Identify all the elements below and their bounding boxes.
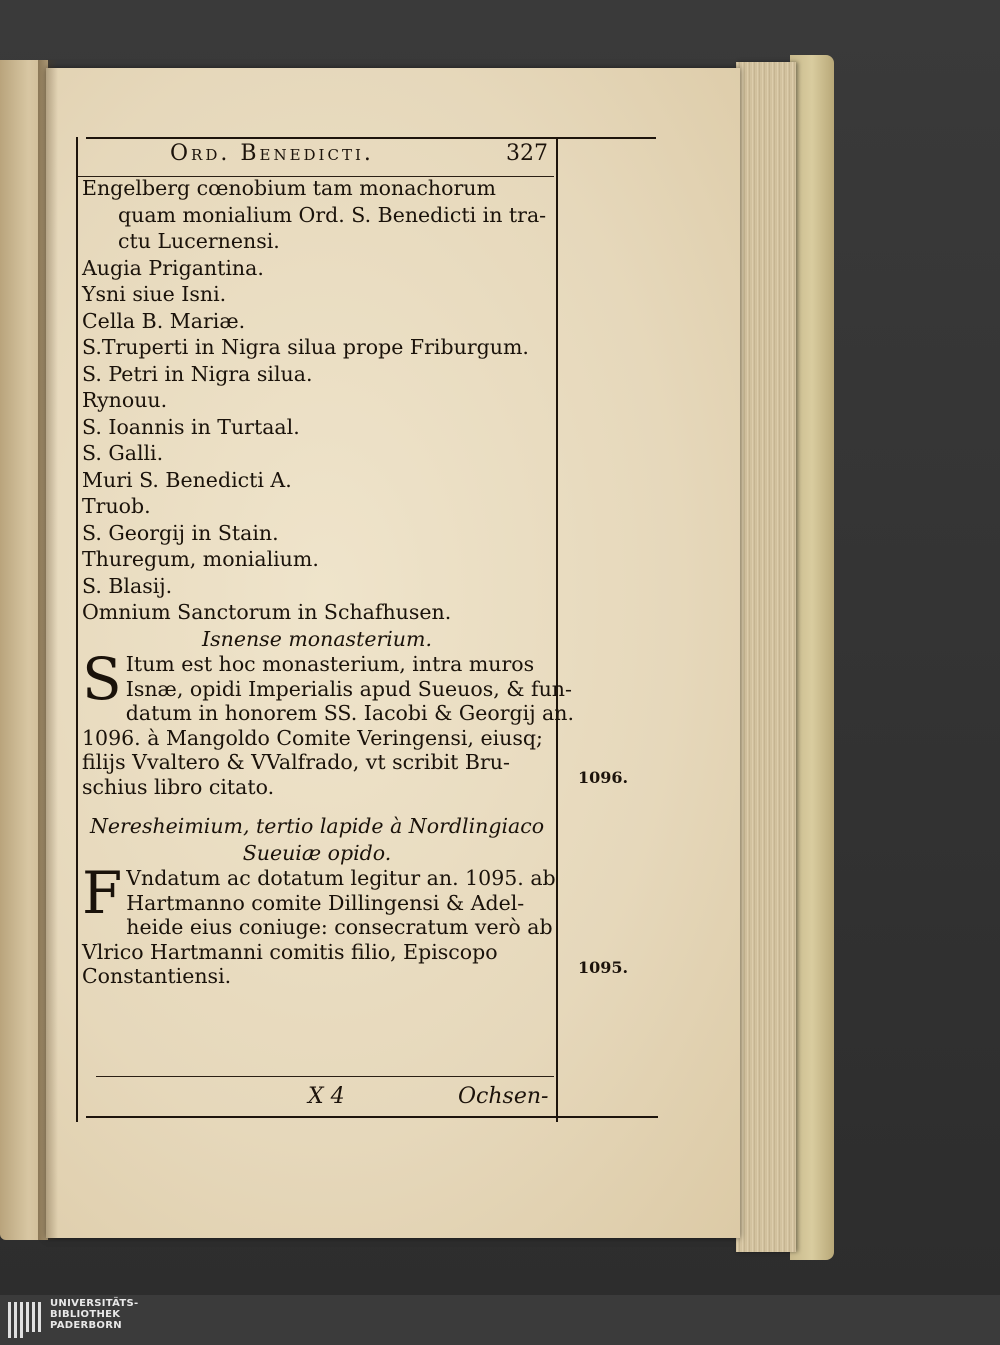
paragraph-line: Isnæ, opidi Imperialis apud Sueuos, & fun- [125,676,572,701]
list-item: Rynouu. [82,388,168,412]
paragraph-line: filijs Vvaltero & VValfrado, vt scribit Bru- [82,750,510,774]
paragraph-line: schius libro citato. [82,774,275,799]
list-item: S.Truperti in Nigra silua prope Friburgum. [82,335,529,359]
list-item: S. Ioannis in Turtaal. [82,414,300,439]
page-number: 327 [506,141,548,166]
list-item: ctu Lucernensi. [118,229,280,253]
page-block-edges [736,62,796,1252]
list-item: S. Galli. [82,441,164,465]
frame-foot-rule [86,1116,658,1118]
frame-bottom-rule [96,1076,554,1077]
section-heading-neresheim: Neresheimium, tertio lapide à Nordlingiaco [89,814,545,838]
running-head: Ord. Benedicti. [170,141,374,166]
list-item: Muri S. Benedicti A. [82,467,292,492]
paragraph-line: Vlrico Hartmanni comitis filio, Episcopo [82,939,498,964]
list-item: Cella B. Mariæ. [82,308,246,333]
section-heading-isny: Isnense monasterium. [202,626,432,651]
list-item: Truob. [82,494,151,518]
paragraph-neresheim [82,859,556,989]
book-cover-edge [790,55,834,1260]
list-item: Augia Prigantina. [82,255,264,280]
list-item: Omnium Sanctorum in Schafhusen. [82,600,452,624]
list-item: S. Georgij in Stain. [82,520,279,545]
frame-top-rule [86,137,656,139]
margin-note-1095: 1095. [578,958,629,977]
paragraph-line: Vndatum ac dotatum legitur an. 1095. ab [126,866,556,890]
page-text [82,175,575,989]
list-item: S. Blasij. [82,573,173,598]
list-item: S. Petri in Nigra silua. [82,361,313,386]
paragraph-line: Hartmanno comite Dillingensi & Adel- [126,890,525,915]
paragraph-line: Itum est hoc monasterium, intra muros [125,652,535,676]
drop-cap: F [82,859,123,927]
paragraph-line: 1096. à Mangoldo Comite Veringensi, eiusq; [82,725,543,750]
library-logo-icon [6,1298,42,1342]
library-footer [0,1295,1000,1345]
catchword: Ochsen- [458,1084,549,1109]
signature-mark: X 4 [308,1084,345,1109]
list-item: Thuregum, monialium. [82,547,319,571]
list-item: quam monialium Ord. S. Benedicti in tra- [118,202,547,227]
paragraph-line: heide eius coniuge: consecratum verò ab [126,915,553,939]
margin-note-1096: 1096. [578,768,629,787]
section-heading-neresheim-cont: Sueuiæ opido. [242,840,392,865]
drop-cap: S [82,645,122,713]
library-name: UNIVERSITÄTS- BIBLIOTHEK PADERBORN [50,1298,139,1331]
spine-shadow [38,60,58,1240]
paragraph-line: datum in honorem SS. Iacobi & Georgij an. [125,701,575,725]
list-item: Ysni siue Isni. [82,282,227,306]
list-item: Engelberg cœnobium tam monachorum [82,176,496,200]
paragraph-isny [82,645,575,799]
paragraph-line: Constantiensi. [82,964,232,988]
